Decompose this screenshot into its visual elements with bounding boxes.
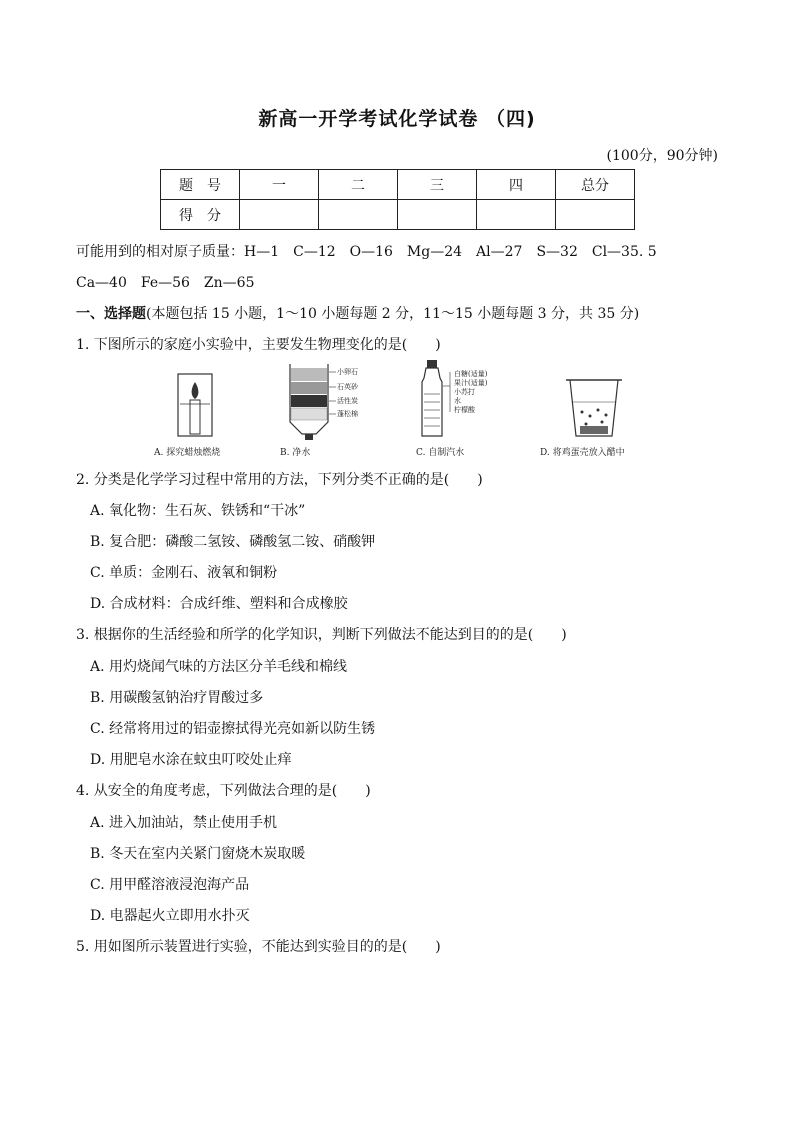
filter-layer-label: 蓬松棉 bbox=[337, 410, 358, 418]
figure-caption: A. 探究蜡烛燃烧 bbox=[154, 448, 221, 458]
filter-layer-label: 石英砂 bbox=[337, 383, 358, 391]
section-title: 一、选择题 bbox=[76, 306, 146, 322]
answer-option: C. 经常将用过的铝壶擦拭得光亮如新以防生锈 bbox=[90, 721, 376, 737]
section-description: (本题包括 15 小题，1～10 小题每题 2 分，11～15 小题每题 3 分，共 35 分) bbox=[146, 306, 640, 322]
answer-option: A. 进入加油站，禁止使用手机 bbox=[90, 815, 278, 831]
figure-caption: C. 自制汽水 bbox=[416, 448, 465, 458]
score-table bbox=[160, 169, 635, 230]
score-table-cell: 一 bbox=[240, 170, 319, 200]
score-table-cell: 三 bbox=[398, 170, 477, 200]
soda-ingredient-label: 果汁(适量) bbox=[454, 379, 488, 387]
soda-ingredient-label: 水 bbox=[454, 397, 461, 405]
score-table-score-row bbox=[161, 200, 635, 230]
score-input-cell[interactable] bbox=[398, 200, 477, 230]
figure-caption: B. 净水 bbox=[280, 448, 311, 458]
score-note: (100分，90分钟) bbox=[606, 148, 718, 164]
answer-option: C. 用甲醛溶液浸泡海产品 bbox=[90, 877, 250, 893]
answer-option: C. 单质：金刚石、液氧和铜粉 bbox=[90, 565, 278, 581]
score-input-cell[interactable] bbox=[240, 200, 319, 230]
score-input-cell[interactable] bbox=[556, 200, 635, 230]
score-input-cell[interactable] bbox=[477, 200, 556, 230]
filter-layer-label: 小卵石 bbox=[337, 368, 358, 376]
question-1-figure bbox=[140, 356, 660, 464]
score-table-cell: 四 bbox=[477, 170, 556, 200]
figure-caption: D. 将鸡蛋壳放入醋中 bbox=[540, 448, 625, 458]
score-input-cell[interactable] bbox=[319, 200, 398, 230]
question-stem: 3. 根据你的生活经验和所学的化学知识，判断下列做法不能达到目的的是( ) bbox=[76, 627, 567, 643]
soda-ingredient-label: 柠檬酸 bbox=[454, 406, 475, 414]
section-heading bbox=[76, 303, 639, 323]
score-table-cell: 总分 bbox=[556, 170, 635, 200]
score-table-cell: 题 号 bbox=[161, 170, 240, 200]
water-filter-image bbox=[290, 364, 359, 440]
answer-option: D. 电器起火立即用水扑灭 bbox=[90, 908, 250, 924]
soda-ingredient-label: 小苏打 bbox=[454, 388, 475, 396]
answer-option: B. 用碳酸氢钠治疗胃酸过多 bbox=[90, 690, 264, 706]
answer-option: B. 冬天在室内关紧门窗烧木炭取暖 bbox=[90, 846, 306, 862]
answer-option: B. 复合肥：磷酸二氢铵、磷酸氢二铵、硝酸钾 bbox=[90, 534, 376, 550]
question-stem: 2. 分类是化学学习过程中常用的方法，下列分类不正确的是( ) bbox=[76, 472, 483, 488]
soda-ingredient-label: 白糖(适量) bbox=[454, 370, 488, 378]
score-table-cell: 二 bbox=[319, 170, 398, 200]
answer-option: D. 用肥皂水涂在蚊虫叮咬处止痒 bbox=[90, 752, 292, 768]
question-stem: 1. 下图所示的家庭小实验中，主要发生物理变化的是( ) bbox=[76, 337, 441, 353]
score-table-cell: 得 分 bbox=[161, 200, 240, 230]
answer-option: A. 氧化物：生石灰、铁锈和“干冰” bbox=[90, 503, 306, 519]
question-stem: 4. 从安全的角度考虑，下列做法合理的是( ) bbox=[76, 783, 371, 799]
atomic-mass-line: Ca—40 Fe—56 Zn—65 bbox=[76, 275, 255, 291]
beaker-vinegar-image bbox=[566, 380, 622, 436]
question-stem: 5. 用如图所示装置进行实验，不能达到实验目的的是( ) bbox=[76, 939, 441, 955]
soda-bottle-image bbox=[422, 360, 488, 436]
score-table-header-row bbox=[161, 170, 635, 200]
answer-option: A. 用灼烧闻气味的方法区分羊毛线和棉线 bbox=[90, 659, 348, 675]
atomic-mass-line: 可能用到的相对原子质量：H—1 C—12 O—16 Mg—24 Al—27 S—32 Cl—35. 5 bbox=[76, 244, 657, 260]
page-title: 新高一开学考试化学试卷 （四) bbox=[258, 108, 536, 130]
filter-layer-label: 活性炭 bbox=[337, 397, 358, 405]
answer-option: D. 合成材料：合成纤维、塑料和合成橡胶 bbox=[90, 596, 348, 612]
candle-apparatus-image bbox=[178, 374, 212, 436]
